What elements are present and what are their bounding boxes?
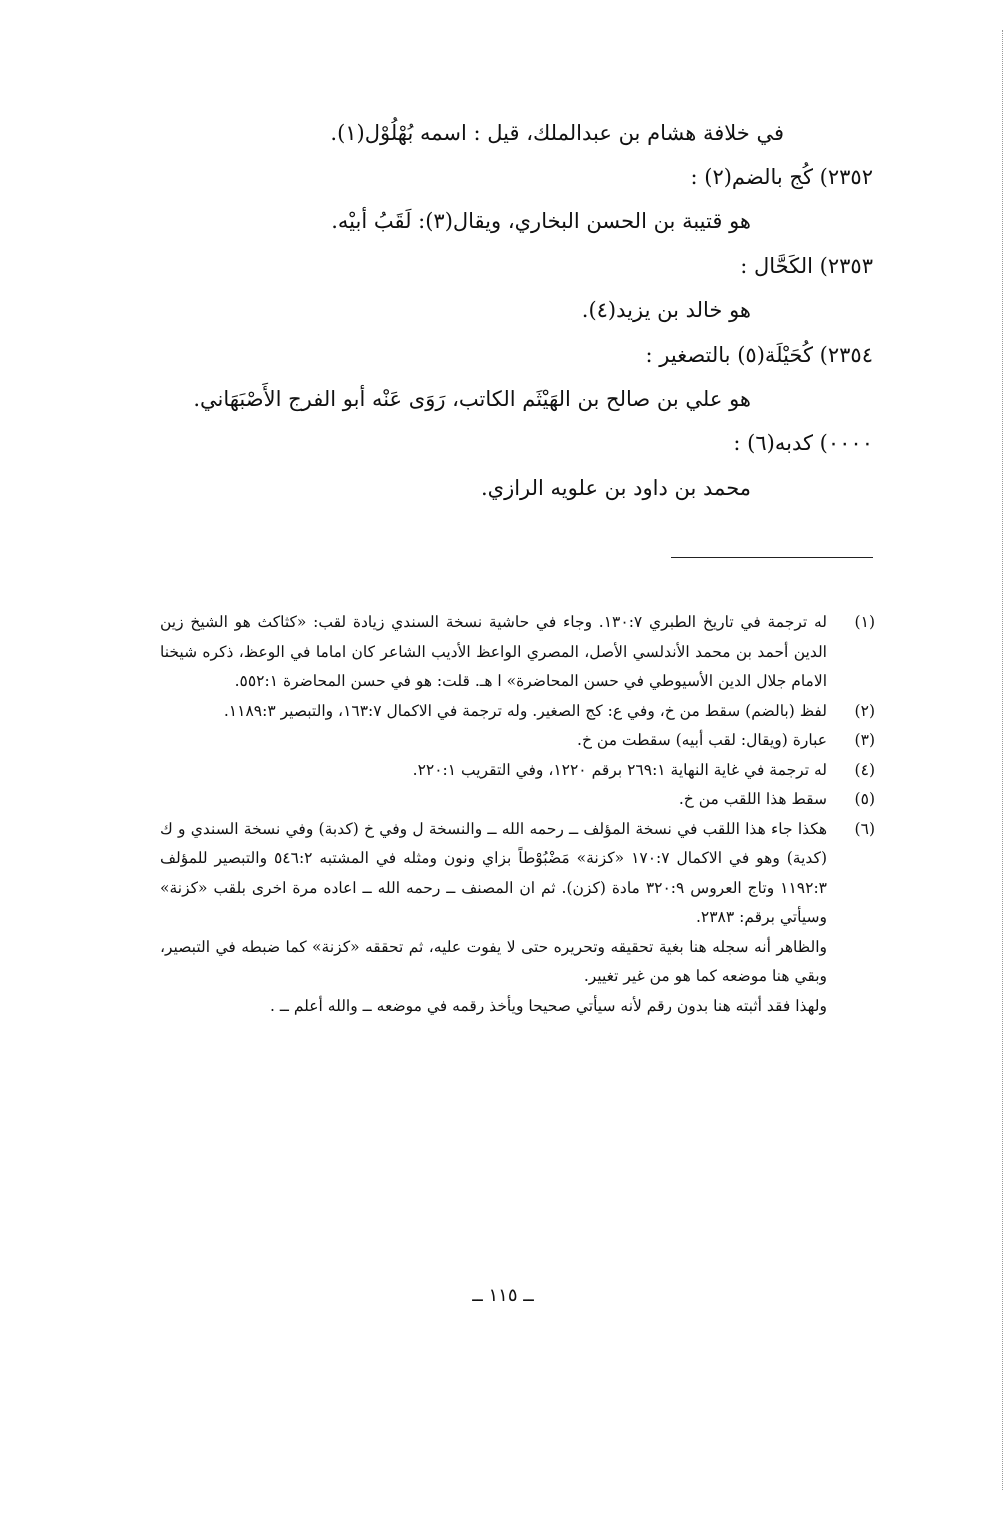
entry-heading-text: الكَحَّال : <box>740 254 813 278</box>
footnote-text: هكذا جاء هذا اللقب في نسخة المؤلف ــ رحمه الله ــ والنسخة ل وفي خ (كدبة) وفي نسخة السندي و ك (كدية) وهو في الاكمال ١٧٠:٧ «كزنة» مَضْبُوْطاً بزاي ونون ومثله في المشتبه ٥٤٦:٢ والتبصير للمؤلف ١١٩٢:٣ وتاج العروس ٣٢٠:٩ مادة (كزن). ثم ان المصنف ــ رحمه الله ــ اعاده مرة اخرى بلقب «كزنة» وسيأتي برقم: ٢٣٨٣. <box>160 819 828 926</box>
entry-body-0000: محمد بن داود بن علويه الرازي. <box>480 476 751 500</box>
entry-number: ٠٠٠٠) <box>819 431 873 455</box>
footnote-1 <box>160 608 875 697</box>
footnote-number: (٣) <box>854 731 875 749</box>
main-text-line-continuation: في خلافة هشام بن عبدالملك، قيل : اسمه بُهْلُوْل(١). <box>330 121 784 145</box>
footnotes-section <box>160 608 875 1021</box>
footnote-text: سقط هذا اللقب من خ. <box>678 790 827 808</box>
scan-edge-line <box>1001 30 1003 1490</box>
footnote-2 <box>160 697 875 727</box>
footnote-6 <box>160 815 875 933</box>
footnote-number: (٤) <box>854 760 875 779</box>
entry-heading-text: كُحَيْلَة(٥) بالتصغير : <box>645 343 813 367</box>
page-number: ــ ١١٥ ــ <box>472 1285 534 1306</box>
footnote-number: (٢) <box>854 701 875 720</box>
footnote-text: لفظ (بالضم) سقط من خ، وفي ع: كج الصغير. وله ترجمة في الاكمال ١٦٣:٧، والتبصير ١١٨٩:٣. <box>223 701 827 720</box>
entry-heading-2354 <box>646 340 873 370</box>
footnote-3 <box>160 726 875 756</box>
footnote-text: عبارة (ويقال: لقب أبيه) سقطت من خ. <box>577 731 827 749</box>
entry-number: ٢٣٥٤) <box>819 343 873 367</box>
footnote-separator <box>671 557 873 558</box>
entry-heading-0000 <box>733 428 873 458</box>
footnote-paragraph: والظاهر أنه سجله هنا بغية تحقيقه وتحريره حتى لا يفوت عليه، ثم تحققه «كزنة» كما ضبطه في التبصير، وبقي هنا موضعه كما هو من غير تغيير. <box>160 937 827 985</box>
entry-heading-2353 <box>740 251 873 281</box>
footnote-5 <box>160 785 875 815</box>
entry-body-2354: هو علي بن صالح بن الهَيْثَم الكاتب، رَوَى عَنْه أبو الفرج الأَصْبَهَاني. <box>193 387 751 411</box>
entry-number: ٢٣٥٢) <box>819 165 873 189</box>
footnote-4 <box>160 756 875 786</box>
entry-number: ٢٣٥٣) <box>819 254 873 278</box>
entry-body-2353: هو خالد بن يزيد(٤). <box>581 298 751 322</box>
entry-heading-text: كُج بالضم(٢) : <box>690 165 813 189</box>
footnote-number: (٥) <box>854 790 875 808</box>
footnote-text: له ترجمة في غاية النهاية ٢٦٩:١ برقم ١٢٢٠، وفي التقريب ٢٢٠:١. <box>412 760 827 779</box>
entry-heading-text: كدبه(٦) : <box>733 431 813 455</box>
entry-heading-2352 <box>691 162 874 192</box>
entry-body-2352: هو قتيبة بن الحسن البخاري، ويقال(٣): لَقَبُ أبيْه. <box>331 209 751 233</box>
footnote-paragraph: ولهذا فقد أثبته هنا بدون رقم لأنه سيأتي صحيحا ويأخذ رقمه في موضعه ــ والله أعلم ــ . <box>269 996 827 1015</box>
footnote-text: له ترجمة في تاريخ الطبري ١٣٠:٧. وجاء في حاشية نسخة السندي زيادة لقب: «كثاكث هو الشيخ زين الدين أحمد بن محمد الأندلسي الأصل، المصري الواعظ الأديب الشاعر كان اماما في الوعظ، ذكره شيخنا الامام جلال الدين الأسيوطي في حسن المحاضرة» ا هـ. قلت: هو في حسن المحاضرة ٥٥٢:١. <box>160 613 827 690</box>
footnote-number: (٦) <box>854 819 875 838</box>
footnote-number: (١) <box>854 613 875 631</box>
